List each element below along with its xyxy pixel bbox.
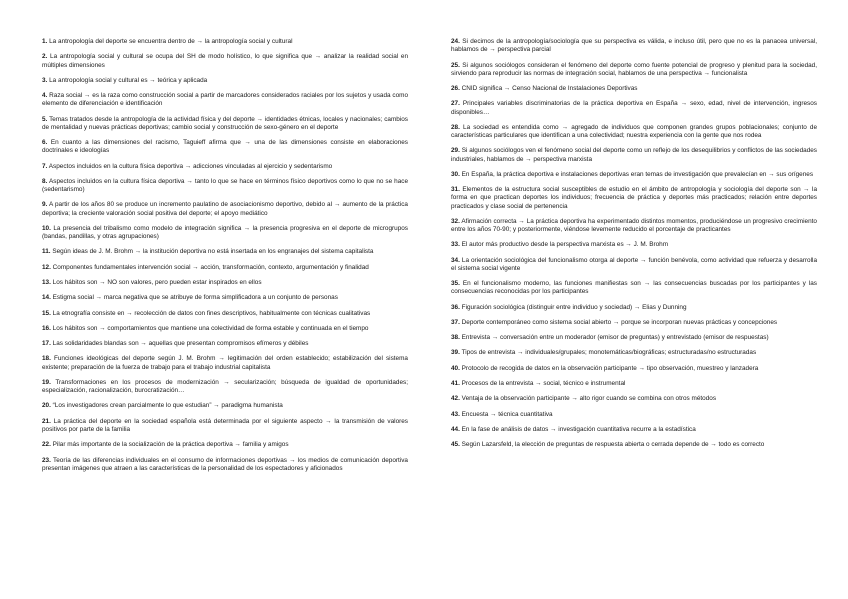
question-text: Si decimos de la antropología/sociología que su perspectiva es válida, e incluso útil, pero que no es la panacea universal, hablamos de → perspectiva parcial — [451, 38, 818, 54]
question-text: En cuanto a las dimensiones del racismo, Taguieff afirma que → una de las dimensiones consiste en elaboraciones doctrinales e ideologías — [42, 139, 408, 155]
question-item — [42, 201, 408, 217]
question-item — [451, 280, 817, 296]
question-item — [42, 248, 408, 256]
question-number: 7. — [42, 162, 48, 170]
question-text: “Los investigadores crean parcialmente lo que estudian” → paradigma humanista — [52, 402, 283, 410]
question-item — [42, 116, 408, 132]
question-item — [451, 426, 817, 434]
question-text: El autor más productivo desde la perspectiva marxista es → J. M. Brohm — [461, 241, 669, 249]
question-item — [42, 457, 408, 473]
question-number: 28. — [451, 123, 460, 131]
question-number: 44. — [451, 425, 460, 433]
question-item — [451, 365, 817, 373]
question-item — [42, 264, 408, 272]
question-number: 15. — [42, 309, 51, 317]
question-item — [42, 355, 408, 371]
question-item — [42, 379, 408, 395]
question-item — [42, 163, 408, 171]
question-text: Teoría de las diferencias individuales en el consumo de informaciones deportivas → los medios de comunicación deportiva presentan imágenes que atraen a las características de la personalidad de los espectadores y aficionados — [42, 456, 408, 472]
question-item — [451, 319, 817, 327]
question-text: Afirmación correcta → La práctica deportiva ha experimentado distintos momentos, produciéndose un progresivo crecimiento entre los años 70-90; y posteriormente, viéndose levemente reducido el porcentaje de practicantes — [451, 217, 817, 233]
question-item — [42, 92, 408, 108]
question-number: 33. — [451, 241, 460, 249]
question-item — [451, 186, 817, 211]
question-item — [42, 325, 408, 333]
question-number: 36. — [451, 303, 460, 311]
question-item — [451, 38, 817, 54]
question-text: Las solidaridades blandas son → aquellas que presentan compromisos efímeros y débiles — [52, 340, 309, 348]
question-number: 4. — [42, 92, 48, 100]
question-text: La antropología social y cultural es → teórica y aplicada — [49, 76, 208, 84]
question-item — [451, 441, 817, 449]
question-text: Según ideas de J. M. Brohm → la institución deportiva no está insertada en los engranajes del sistema capitalista — [52, 248, 374, 256]
question-number: 43. — [451, 410, 460, 418]
question-text: La orientación sociológica del funcionalismo otorga al deporte → función benévola, como actividad que refuerza y desarrolla el sistema social vigente — [451, 256, 817, 272]
question-item — [42, 418, 408, 434]
question-item — [451, 85, 817, 93]
question-number: 24. — [451, 38, 460, 45]
question-text: Principales variables discriminatorias de la práctica deportiva en España → sexo, edad, nivel de intervención, ingresos disponibles… — [451, 100, 818, 116]
question-text: Estigma social → marca negativa que se atribuye de forma simplificadora a un conjunto de personas — [52, 294, 338, 302]
question-text: La sociedad es entendida como → agregado de individuos que componen grandes grupos poblacionales; conjunto de características particulares que identifican a una colectividad; nuestra experiencia con la gente que nos rodea — [451, 123, 817, 139]
question-number: 14. — [42, 294, 51, 302]
question-item — [42, 279, 408, 287]
question-number: 41. — [451, 380, 460, 388]
question-item — [451, 257, 817, 273]
question-number: 30. — [451, 170, 460, 178]
question-number: 2. — [42, 53, 48, 61]
question-text: La práctica del deporte en la sociedad española está determinada por el siguiente aspecto → la transmisión de valores positivos por parte de la familia — [42, 417, 409, 433]
question-item — [451, 100, 817, 116]
question-text: Ventaja de la observación participante → alto rigor cuando se combina con otros métodos — [461, 395, 717, 403]
question-number: 18. — [42, 355, 51, 363]
question-text: Encuesta → técnica cuantitativa — [461, 410, 553, 418]
question-item — [451, 218, 817, 234]
question-text: Temas tratados desde la antropología de la actividad física y del deporte → identidades étnicas, locales y nacionales; cambios de mentalidad y nuevas prácticas deportivas; cambio social y construcción de sexo-género en el deporte — [42, 115, 408, 131]
question-item — [451, 171, 817, 179]
question-item — [42, 53, 408, 69]
left-column — [42, 38, 408, 480]
question-number: 12. — [42, 263, 51, 271]
question-text: Funciones ideológicas del deporte según J. M. Brohm → legitimación del orden establecido; estabilización del sistema existente; preparación de la fuerza de trabajo para el trabajo industrial capitalista — [42, 355, 408, 371]
question-number: 5. — [42, 115, 48, 123]
question-item — [42, 77, 408, 85]
question-number: 1. — [42, 38, 48, 45]
question-number: 11. — [42, 248, 51, 256]
question-item — [42, 139, 408, 155]
question-item — [42, 402, 408, 410]
question-number: 42. — [451, 395, 460, 403]
question-text: Transformaciones en los procesos de modernización → secularización; búsqueda de igualdad de oportunidades; especialización, racionalización, burocratización… — [42, 378, 408, 395]
question-number: 35. — [451, 280, 460, 288]
question-number: 8. — [42, 177, 48, 185]
question-item — [451, 124, 817, 140]
question-item — [451, 395, 817, 403]
question-text: Protocolo de recogida de datos en la observación participante → tipo observación, muestreo y lanzadera — [461, 364, 759, 372]
question-text: En el funcionalismo moderno, las funciones manifiestas son → las consecuencias buscadas por los participantes y las consecuencias reconocidas por los participantes — [451, 280, 817, 296]
question-number: 37. — [451, 318, 460, 326]
question-number: 22. — [42, 441, 51, 449]
question-item — [451, 147, 817, 163]
question-text: Tipos de entrevista → individuales/grupales; monotemáticas/biográficas; estructuradas/no estructuradas — [461, 349, 757, 357]
question-text: Si algunos sociólogos consideran el fenómeno del deporte como fuente potencial de progreso y plenitud para la sociedad, sirviendo para reproducir las normas de integración social, hablamos de una perspectiva → funcionalista — [451, 61, 818, 77]
question-text: CNID significa → Censo Nacional de Instalaciones Deportivas — [461, 85, 638, 92]
question-text: Elementos de la estructura social susceptibles de estudio en el ámbito de antropología y sociología del deporte son → la forma en que practican deportes los individuos; frecuencia de práctica y deportes más practicados; relación entre deportes practicados y clase social de pertenencia — [451, 186, 817, 210]
question-text: La presencia del tribalismo como modelo de integración significa → la presencia progresiva en el deporte de microgrupos (bandas, pandillas, y otras agrupaciones) — [42, 224, 409, 241]
question-item — [42, 310, 408, 318]
question-item — [451, 334, 817, 342]
question-number: 9. — [42, 201, 48, 209]
question-number: 16. — [42, 324, 51, 332]
question-item — [451, 304, 817, 312]
question-text: Figuración sociológica (distinguir entre individuo y sociedad) → Elias y Dunning — [461, 303, 687, 311]
question-number: 3. — [42, 76, 48, 84]
question-text: Aspectos incluidos en la cultura física deportiva → adicciones vinculadas al ejercicio y sedentarismo — [48, 162, 333, 170]
question-text: Los hábitos son → comportamientos que mantiene una colectividad de forma estable y continuada en el tiempo — [52, 324, 369, 332]
question-item — [42, 340, 408, 348]
question-text: La antropología del deporte se encuentra dentro de → la antropología social y cultural — [49, 38, 293, 45]
question-number: 25. — [451, 61, 460, 69]
question-text: Deporte contemporáneo como sistema social abierto → porque se incorporan nuevas prácticas y concepciones — [461, 318, 778, 326]
question-item — [42, 294, 408, 302]
question-number: 34. — [451, 256, 460, 264]
question-item — [42, 38, 408, 46]
question-number: 10. — [42, 224, 51, 232]
question-text: Aspectos incluidos en la cultura física deportiva → tanto lo que se hace en términos físico deportivos como lo que no se hace (sedentarismo) — [42, 177, 408, 194]
question-text: La etnografía consiste en → recolección de datos con fines descriptivos, habitualmente con técnicas cualitativas — [52, 309, 371, 317]
question-item — [42, 441, 408, 449]
question-item — [42, 225, 408, 241]
question-item — [42, 178, 408, 194]
question-number: 38. — [451, 334, 460, 342]
question-item — [451, 62, 817, 78]
question-number: 31. — [451, 186, 460, 194]
question-text: Componentes fundamentales intervención social → acción, transformación, contexto, argumentación y finalidad — [52, 263, 369, 271]
question-number: 29. — [451, 147, 460, 155]
question-text: Entrevista → conversación entre un moderador (emisor de preguntas) y entrevistado (emisor de respuestas) — [461, 334, 769, 342]
question-text: En la fase de análisis de datos → investigación cuantitativa recurre a la estadística — [461, 425, 696, 433]
question-text: Raza social → es la raza como construcción social a partir de marcadores considerados raciales por los sujetos y usada como elemento de diferenciación e identificación — [42, 92, 409, 108]
question-text: Si algunos sociólogos ven el fenómeno social del deporte como un reflejo de los desequilibrios y conflictos de las sociedades industriales, hablamos de → perspectiva marxista — [451, 147, 817, 163]
question-number: 13. — [42, 278, 51, 286]
question-number: 39. — [451, 349, 460, 357]
question-number: 6. — [42, 139, 48, 147]
question-number: 19. — [42, 378, 51, 386]
question-item — [451, 241, 817, 249]
question-number: 27. — [451, 100, 460, 108]
question-text: Procesos de la entrevista → social, técnico e instrumental — [461, 380, 626, 388]
question-text: En España, la práctica deportiva e instalaciones deportivas eran temas de investigación que prevalecían en → sus orígenes — [461, 170, 814, 178]
question-number: 45. — [451, 441, 460, 449]
question-text: Pilar más importante de la socialización de la práctica deportiva → familia y amigos — [52, 441, 289, 449]
question-number: 32. — [451, 217, 460, 225]
question-text: Los hábitos son → NO son valores, pero pueden estar inspirados en ellos — [52, 278, 262, 286]
question-number: 23. — [42, 456, 51, 464]
question-item — [451, 349, 817, 357]
question-item — [451, 380, 817, 388]
question-number: 21. — [42, 417, 51, 425]
question-text: La antropología social y cultural se ocupa del SH de modo holístico, lo que significa que → analizar la realidad social en múltiples dimensiones — [42, 53, 408, 69]
question-text: A partir de los años 80 se produce un incremento paulatino de asociacionismo deportivo, debido al → aumento de la práctica deportiva; la creciente valoración social positiva del deporte; el apoyo mediático — [42, 201, 408, 217]
question-text: Según Lazarsfeld, la elección de preguntas de respuesta abierta o cerrada depende de → todo es correcto — [461, 441, 765, 449]
question-number: 17. — [42, 340, 51, 348]
question-item — [451, 411, 817, 419]
right-column — [451, 38, 817, 457]
question-number: 40. — [451, 364, 460, 372]
question-number: 20. — [42, 402, 51, 410]
question-number: 26. — [451, 85, 460, 92]
